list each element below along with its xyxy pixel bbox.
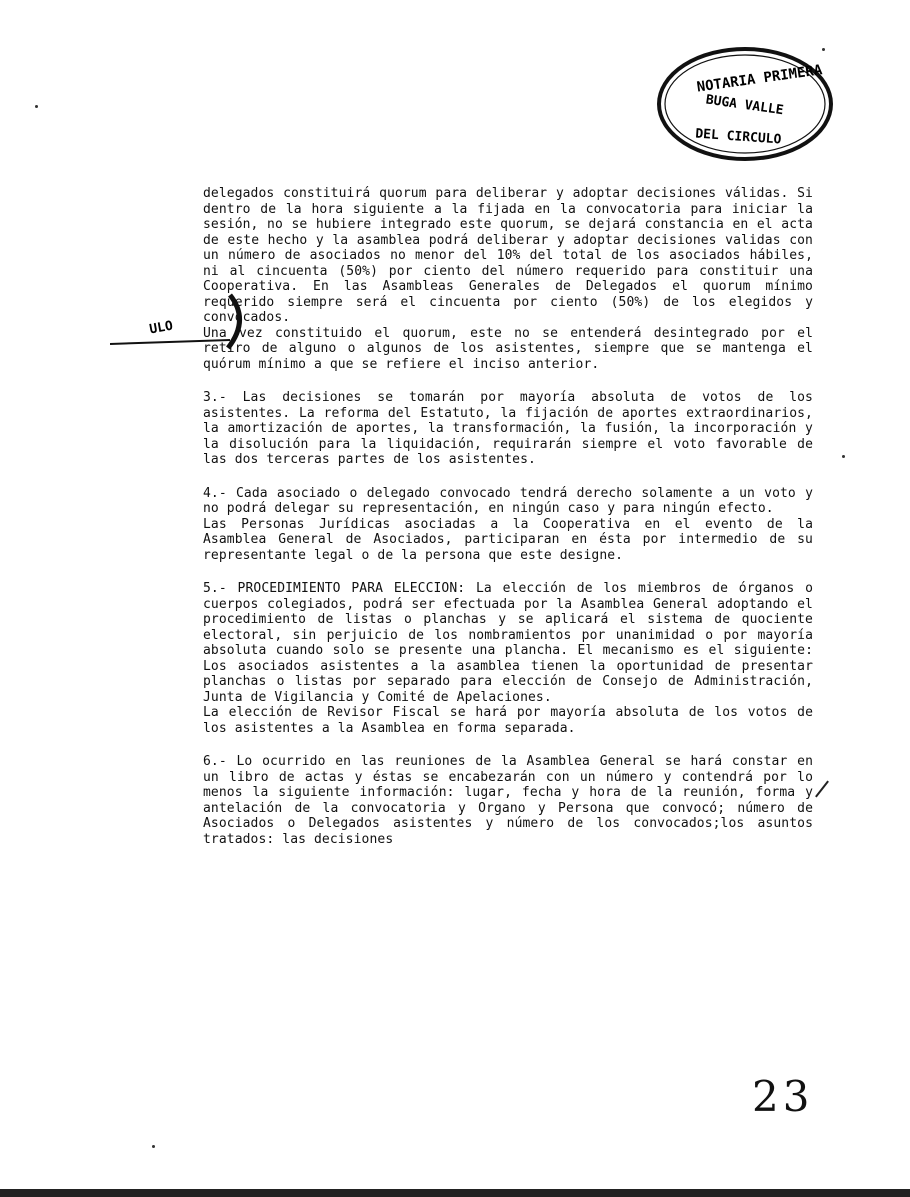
stamp-line-2: BUGA VALLE xyxy=(704,92,785,119)
paragraph-item-3: 3.- Las decisiones se tomarán por mayoría absoluta de votos de los asistentes. La reforma del Estatuto, la fijación de aportes extraordinarios, la amortización de aportes, la transformación, la fusión, la incorporación y la disolución para la liquidación, requirarán siempre el voto favorable de las dos terceras partes de los asistentes. xyxy=(203,390,813,467)
scan-speck xyxy=(842,455,845,458)
scan-edge xyxy=(0,1189,910,1197)
notary-stamp xyxy=(655,45,835,163)
page-number: 23 xyxy=(752,1072,814,1121)
partial-stamp-text: ULO xyxy=(148,318,175,338)
scan-speck xyxy=(822,48,825,51)
scan-speck xyxy=(35,105,38,108)
paragraph-item-5-revisor: La elección de Revisor Fiscal se hará por mayoría absoluta de los votos de los asistentes a la Asamblea en forma separada. xyxy=(203,705,813,736)
scan-speck xyxy=(152,1145,155,1148)
paragraph-item-4-legal-persons: Las Personas Jurídicas asociadas a la Cooperativa en el evento de la Asamblea General de Asociados, participaran en ésta por intermedio de su representante legal o de la persona que este designe. xyxy=(203,516,813,563)
margin-mark xyxy=(815,781,829,798)
paragraph-quorum: delegados constituirá quorum para deliberar y adoptar decisiones válidas. Si dentro de la hora siguiente a la fijada en la convocatoria para iniciar la sesión, no se hubiere integrado este quorum, se dejará constancia en el acta de este hecho y la asamblea podrá deliberar y adoptar decisiones validas con un número de asociados no menor del 10% del total de los asociados hábiles, ni al cincuenta (50%) por ciento del número requerido para constituir una Cooperativa. En las Asambleas Generales de Delegados el quorum mínimo requerido siempre será el cincuenta por ciento (50%) de los elegidos y convocados. xyxy=(203,186,813,325)
document-body xyxy=(203,186,813,847)
paragraph-item-5: 5.- PROCEDIMIENTO PARA ELECCION: La elección de los miembros de órganos o cuerpos colegiados, podrá ser efectuada por la Asamblea General adoptando el procedimiento de listas o planchas y se aplicará el sistema de quociente electoral, sin perjuicio de los nombramientos por unanimidad o por mayoría absoluta cuando solo se presente una plancha. El mecanismo es el siguiente: Los asociados asistentes a la asamblea tienen la oportunidad de presentar planchas o listas por separado para elección de Consejo de Administración, Junta de Vigilancia y Comité de Apelaciones. xyxy=(203,581,813,705)
stamp-line-1: NOTARIA PRIMERA xyxy=(695,62,824,96)
paragraph-item-6: 6.- Lo ocurrido en las reuniones de la Asamblea General se hará constar en un libro de actas y éstas se encabezarán con un número y contendrá por lo menos la siguiente información: lugar, fecha y hora de la reunión, forma y antelación de la convocatoria y Organo y Persona que convocó; número de Asociados o Delegados asistentes y número de los convocados;los asuntos tratados: las decisiones xyxy=(203,754,813,847)
stamp-line-3: DEL CIRCULO xyxy=(694,126,782,148)
paragraph-quorum-continuation: Una vez constituido el quorum, este no se entenderá desintegrado por el retiro de alguno o algunos de los asistentes, siempre que se mantenga el quórum mínimo a que se refiere el inciso anterior. xyxy=(203,325,813,372)
paragraph-item-4: 4.- Cada asociado o delegado convocado tendrá derecho solamente a un voto y no podrá delegar su representación, en ningún caso y para ningún efecto. xyxy=(203,485,813,516)
